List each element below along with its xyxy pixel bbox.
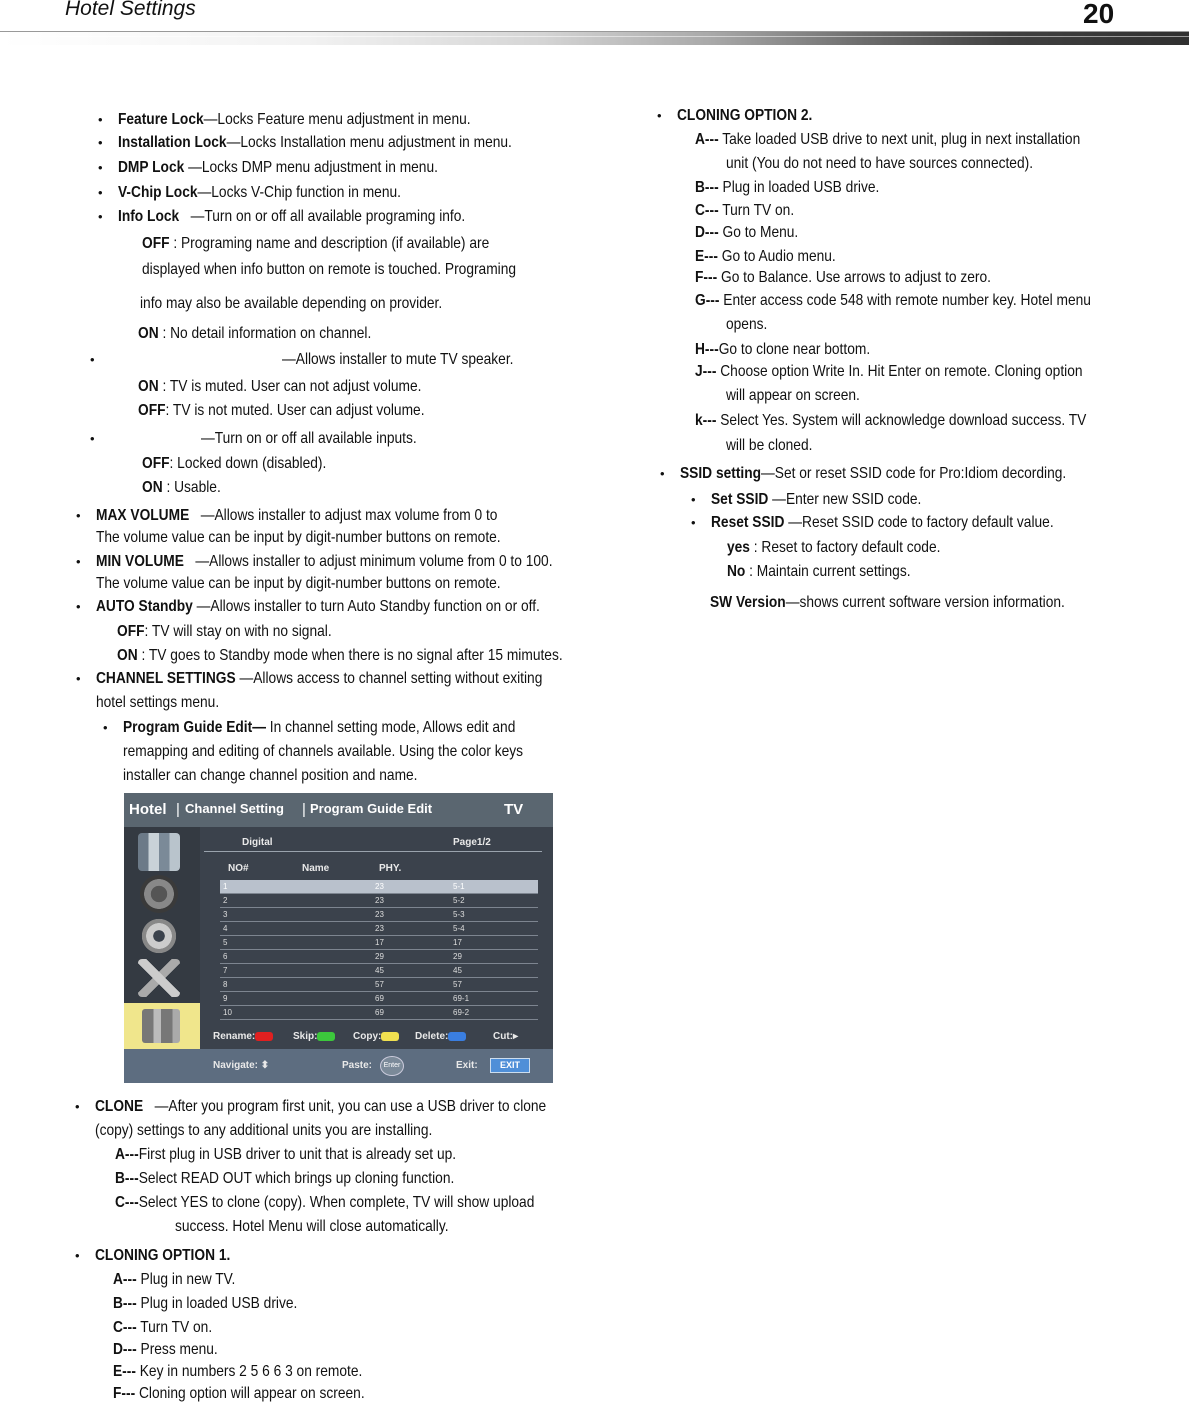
header-bar — [0, 31, 1189, 45]
speaker-off: OFF: TV is not muted. User can adjust volume. — [138, 402, 425, 419]
dmp-lock-item: • DMP Lock —Locks DMP menu adjustment in menu. — [118, 158, 490, 178]
channel-settings-line2: hotel settings menu. — [96, 694, 220, 711]
tv-tab-digital[interactable]: Digital — [242, 837, 273, 848]
cloning2-step-g-line2: opens. — [726, 316, 768, 333]
green-key-icon — [317, 1032, 335, 1041]
copy-key: Copy: — [353, 1031, 399, 1042]
table-row[interactable]: 4 23 5-4 — [220, 922, 538, 936]
rename-key: Rename: — [213, 1031, 273, 1042]
cloning2-step-e: E--- Go to Audio menu. — [695, 248, 836, 265]
inputs-desc: —Turn on or off all available inputs. — [201, 430, 417, 447]
tv-header-sep2: | — [302, 801, 306, 818]
reset-ssid-no: No : Maintain current settings. — [727, 563, 911, 580]
table-row[interactable]: 1 23 5-1 — [220, 880, 538, 894]
speaker-desc: —Allows installer to mute TV speaker. — [282, 351, 514, 368]
clone-step-b: B---Select READ OUT which brings up cloning function. — [115, 1170, 455, 1187]
speaker-on: ON : TV is muted. User can not adjust volume. — [138, 378, 422, 395]
gear-icon[interactable] — [138, 917, 180, 955]
info-lock-item: • Info Lock —Turn on or off all available programing info. — [118, 207, 522, 227]
blue-key-icon — [448, 1032, 466, 1041]
auto-standby-off: OFF: TV will stay on with no signal. — [117, 623, 332, 640]
tv-col-no: NO# — [228, 863, 249, 874]
hotel-icon — [142, 1009, 180, 1043]
exit-button[interactable]: EXIT — [490, 1058, 530, 1073]
table-row[interactable]: 3 23 5-3 — [220, 908, 538, 922]
cloning2-step-k: k--- Select Yes. System will acknowledge download success. TV — [695, 412, 1087, 429]
tv-col-name: Name — [302, 863, 330, 874]
channel-settings-item: • CHANNEL SETTINGS —Allows access to channel setting without exiting — [96, 669, 615, 689]
tv-header-source: TV — [504, 801, 524, 818]
cloning2-step-b: B--- Plug in loaded USB drive. — [695, 179, 880, 196]
tv-header-hotel: Hotel — [129, 801, 167, 818]
page-number: 20 — [1083, 0, 1115, 29]
cloning2-step-d: D--- Go to Menu. — [695, 224, 799, 241]
installation-lock-item: • Installation Lock—Locks Installation menu adjustment in menu. — [118, 133, 576, 153]
cloning2-step-g: G--- Enter access code 548 with remote number key. Hotel menu — [695, 292, 1091, 309]
picture-icon[interactable] — [138, 833, 180, 871]
paste-hint: Paste: — [342, 1060, 373, 1071]
tv-col-phy: PHY. — [379, 863, 402, 874]
tools-icon[interactable] — [138, 959, 180, 997]
tv-header-sep1: | — [176, 801, 180, 818]
inputs-off: OFF: Locked down (disabled). — [142, 455, 327, 472]
table-row[interactable]: 2 23 5-2 — [220, 894, 538, 908]
yellow-key-icon — [381, 1032, 399, 1041]
min-volume-item: • MIN VOLUME —Allows installer to adjust minimum volume from 0 to 100. — [96, 552, 627, 572]
ssid-setting-item: • SSID setting—Set or reset SSID code for Pro:Idiom decording. — [680, 464, 1129, 484]
tv-page-indicator: Page1/2 — [453, 837, 491, 848]
cloning2-step-a: A--- Take loaded USB drive to next unit, plug in next installation — [695, 131, 1081, 148]
info-lock-off: OFF : Programing name and description (if available) are — [142, 235, 490, 252]
tv-menu-screenshot — [124, 793, 553, 1083]
clone-step-c-line2: success. Hotel Menu will close automatically. — [175, 1218, 449, 1235]
cloning2-step-j-line2: will appear on screen. — [726, 387, 860, 404]
skip-key: Skip: — [293, 1031, 335, 1042]
delete-key: Delete: — [415, 1031, 466, 1042]
tv-menu-header — [124, 793, 553, 827]
clone-step-c: C---Select YES to clone (copy). When complete, TV will show upload — [115, 1194, 535, 1211]
tv-sidebar — [124, 827, 200, 1049]
table-row[interactable]: 7 45 45 — [220, 964, 538, 978]
info-lock-on: ON : No detail information on channel. — [138, 325, 372, 342]
tv-divider — [204, 851, 542, 852]
program-guide-line3: installer can change channel position and name. — [123, 767, 418, 784]
max-volume-item: • MAX VOLUME —Allows installer to adjust max volume from 0 to — [96, 506, 563, 526]
exit-hint: Exit: — [456, 1060, 478, 1071]
table-row[interactable]: 5 17 17 — [220, 936, 538, 950]
tv-footer — [124, 1049, 553, 1083]
min-volume-line2: The volume value can be input by digit-number buttons on remote. — [96, 575, 501, 592]
clone-line2: (copy) settings to any additional units you are installing. — [95, 1122, 433, 1139]
reset-ssid-item: • Reset SSID —Reset SSID code to factory default value. — [711, 513, 1109, 533]
cloning2-step-c: C--- Turn TV on. — [695, 202, 795, 219]
page-header-title: Hotel Settings — [65, 0, 196, 20]
set-ssid-item: • Set SSID —Enter new SSID code. — [711, 490, 956, 510]
cloning-option-1-heading: • CLONING OPTION 1. — [95, 1246, 252, 1266]
sw-version-item: SW Version—shows current software version information. — [710, 594, 1065, 611]
table-row[interactable]: 6 29 29 — [220, 950, 538, 964]
cloning2-step-h: H---Go to clone near bottom. — [695, 341, 871, 358]
reset-ssid-yes: yes : Reset to factory default code. — [727, 539, 941, 556]
cloning1-step: F--- Cloning option will appear on screen. — [113, 1385, 365, 1402]
cloning1-step: A--- Plug in new TV. — [113, 1271, 236, 1288]
enter-button-icon[interactable]: Enter — [380, 1056, 404, 1076]
cloning1-step: C--- Turn TV on. — [113, 1319, 213, 1336]
program-guide-line2: remapping and editing of channels available. Using the color keys — [123, 743, 524, 760]
max-volume-line2: The volume value can be input by digit-number buttons on remote. — [96, 529, 501, 546]
auto-standby-item: • AUTO Standby —Allows installer to turn Auto Standby function on or off. — [96, 597, 612, 617]
cut-key: Cut:▸ — [493, 1031, 519, 1042]
cloning2-step-k-line2: will be cloned. — [726, 437, 813, 454]
auto-standby-on: ON : TV goes to Standby mode when there is no signal after 15 mimutes. — [117, 647, 563, 664]
vchip-lock-item: • V-Chip Lock—Locks V-Chip function in menu. — [118, 183, 447, 203]
hotel-menu-selected[interactable] — [124, 1003, 200, 1049]
table-row[interactable]: 10 69 69-2 — [220, 1006, 538, 1020]
cloning-option-2-heading: • CLONING OPTION 2. — [677, 106, 834, 126]
red-key-icon — [255, 1032, 273, 1041]
clone-step-a: A---First plug in USB driver to unit that is already set up. — [115, 1146, 457, 1163]
clone-item: • CLONE —After you program first unit, you can use a USB driver to clone — [95, 1097, 620, 1117]
cloning1-step: B--- Plug in loaded USB drive. — [113, 1295, 298, 1312]
cloning2-step-a-line2: unit (You do not need to have sources connected). — [726, 155, 1034, 172]
inputs-on: ON : Usable. — [142, 479, 221, 496]
program-guide-item: • Program Guide Edit— In channel setting mode, Allows edit and — [123, 718, 579, 738]
navigate-hint: Navigate: ⬍ — [213, 1060, 270, 1071]
cloning2-step-f: F--- Go to Balance. Use arrows to adjust to zero. — [695, 269, 991, 286]
info-lock-off-line3: info may also be available depending on provider. — [140, 295, 443, 312]
cloning1-step: D--- Press menu. — [113, 1341, 218, 1358]
tv-header-guide: Program Guide Edit — [310, 801, 433, 816]
table-row[interactable]: 8 57 57 — [220, 978, 538, 992]
table-row[interactable]: 9 69 69-1 — [220, 992, 538, 1006]
tv-header-channel: Channel Setting — [185, 801, 284, 816]
cloning2-step-j: J--- Choose option Write In. Hit Enter on remote. Cloning option — [695, 363, 1083, 380]
cloning1-step: E--- Key in numbers 2 5 6 6 3 on remote. — [113, 1363, 363, 1380]
feature-lock-item: • Feature Lock—Locks Feature menu adjustment in menu. — [118, 110, 528, 130]
info-lock-off-line2: displayed when info button on remote is touched. Programing — [142, 261, 517, 278]
sound-icon[interactable] — [140, 875, 178, 913]
